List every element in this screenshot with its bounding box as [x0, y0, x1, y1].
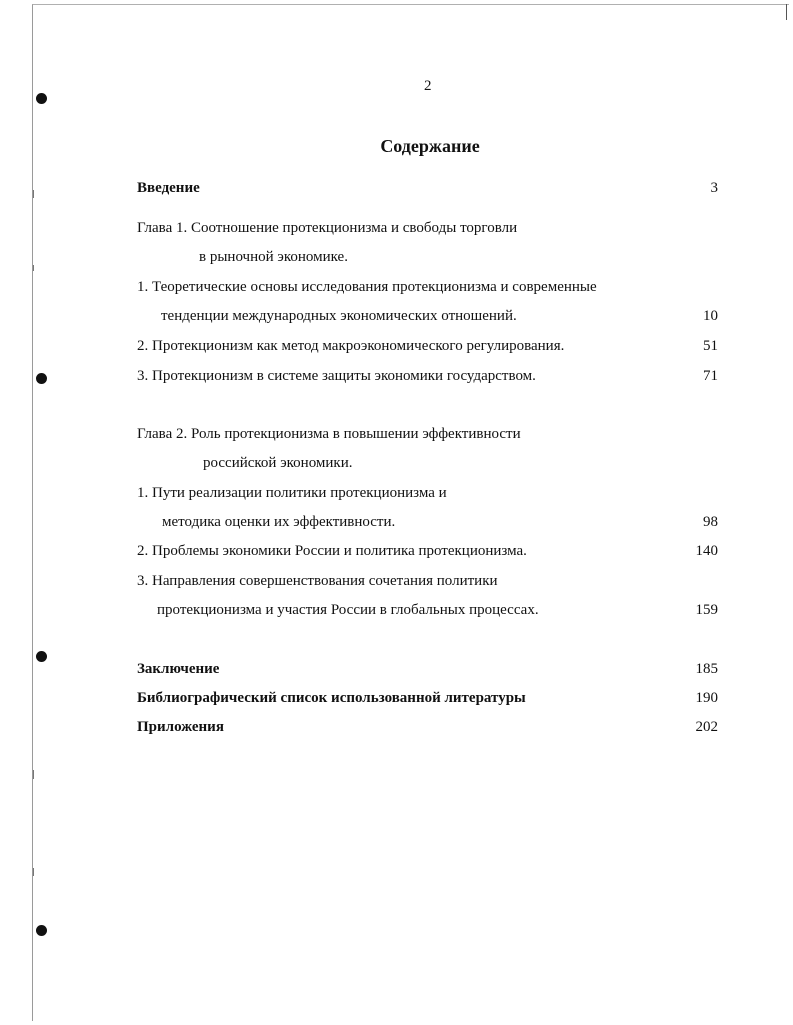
scan-speck [33, 770, 34, 779]
chapter1-section2: 2. Протекционизм как метод макроэкономического регулирования. [137, 338, 565, 354]
toc-appendices-label: Приложения [137, 719, 224, 735]
toc-intro-page: 3 [710, 180, 718, 196]
page-number: 2 [424, 78, 432, 94]
chapter1-heading: Глава 1. Соотношение протекционизма и свободы торговли [137, 220, 518, 236]
chapter2-section1: 1. Пути реализации политики протекционизма и [137, 485, 447, 501]
binder-hole [36, 651, 47, 662]
chapter2-section3: 3. Направления совершенствования сочетания политики [137, 573, 498, 589]
chapter1-heading-cont: в рыночной экономике. [199, 249, 348, 265]
scan-speck [33, 265, 34, 271]
scan-speck [33, 868, 34, 876]
contents-title: Содержание [380, 136, 480, 156]
toc-intro-label: Введение [137, 180, 200, 196]
chapter2-section3-cont: протекционизма и участия России в глобальных процессах. [157, 602, 539, 618]
toc-conclusion-page: 185 [695, 661, 718, 677]
chapter2-section2-page: 140 [695, 543, 718, 559]
chapter2-heading: Глава 2. Роль протекционизма в повышении эффективности [137, 426, 521, 442]
binder-hole [36, 373, 47, 384]
toc-appendices-page: 202 [695, 719, 718, 735]
scan-speck [33, 190, 34, 198]
chapter2-section2: 2. Проблемы экономики России и политика протекционизма. [137, 543, 527, 559]
toc-conclusion-label: Заключение [137, 661, 220, 677]
corner-mark [786, 4, 787, 20]
binder-hole [36, 925, 47, 936]
chapter2-section1-page: 98 [703, 514, 718, 530]
chapter2-section3-page: 159 [695, 602, 718, 618]
chapter1-section2-page: 51 [703, 338, 718, 354]
chapter1-section3-page: 71 [703, 368, 718, 384]
chapter1-section3: 3. Протекционизм в системе защиты экономики государством. [137, 368, 536, 384]
chapter2-heading-cont: российской экономики. [203, 455, 353, 471]
toc-bibliography-label: Библиографический список использованной литературы [137, 690, 526, 706]
chapter1-section1-page: 10 [703, 308, 718, 324]
chapter1-section1-cont: тенденции международных экономических отношений. [161, 308, 517, 324]
chapter1-section1: 1. Теоретические основы исследования протекционизма и современные [137, 279, 597, 295]
toc-bibliography-page: 190 [695, 690, 718, 706]
chapter2-section1-cont: методика оценки их эффективности. [162, 514, 396, 530]
binder-hole [36, 93, 47, 104]
